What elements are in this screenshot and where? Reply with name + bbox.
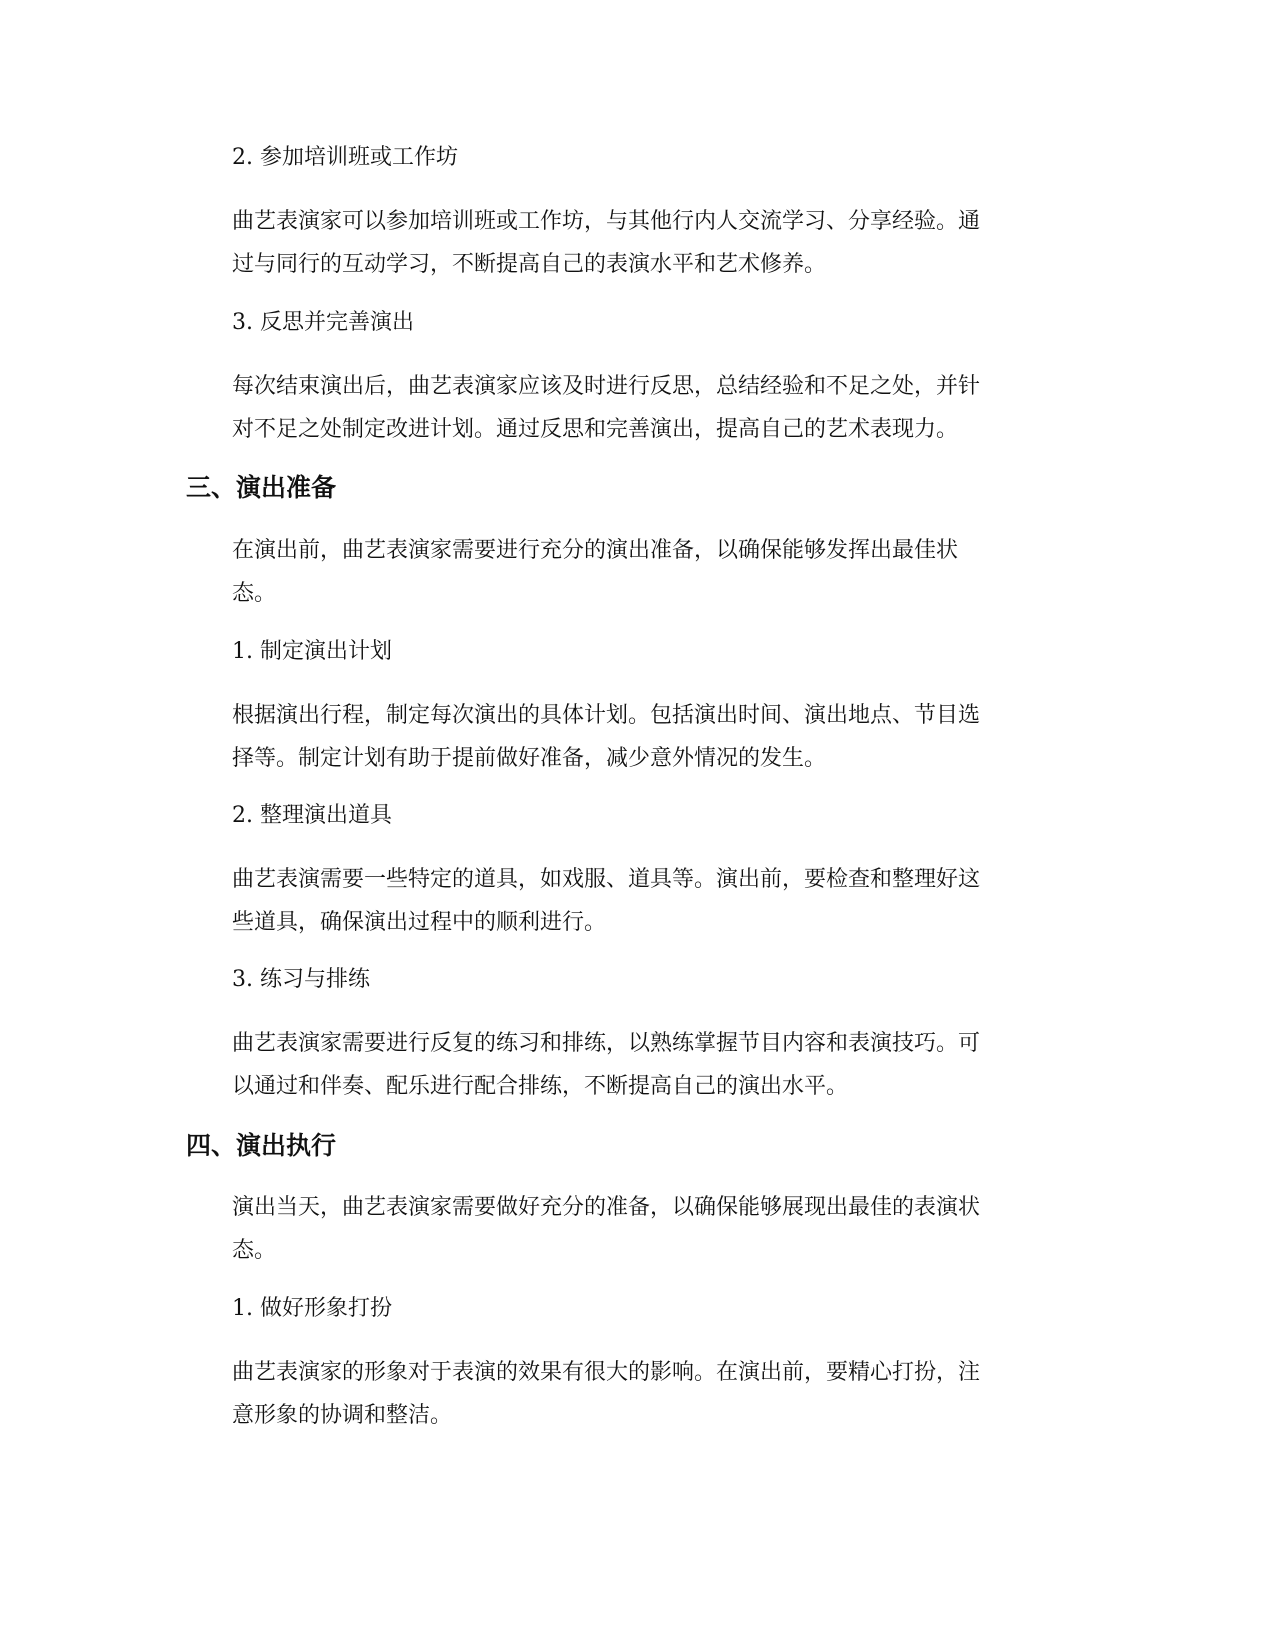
paragraph-line: 在演出前，曲艺表演家需要进行充分的演出准备，以确保能够发挥出最佳状: [232, 538, 959, 563]
paragraph-line: 根据演出行程，制定每次演出的具体计划。包括演出时间、演出地点、节目选: [232, 703, 981, 728]
section-heading-preparation: 三、演出准备: [186, 473, 337, 502]
paragraph-line: 态。: [232, 1238, 277, 1263]
paragraph-line: 意形象的协调和整洁。: [232, 1403, 453, 1428]
paragraph-line: 曲艺表演家需要进行反复的练习和排练，以熟练掌握节目内容和表演技巧。可: [232, 1031, 981, 1056]
paragraph-rehearsal: [186, 1022, 1086, 1108]
paragraph-reflect: [186, 365, 1086, 451]
paragraph-line: 过与同行的互动学习，不断提高自己的表演水平和艺术修养。: [232, 252, 827, 277]
paragraph-line: 态。: [232, 581, 277, 606]
paragraph-line: 对不足之处制定改进计划。通过反思和完善演出，提高自己的艺术表现力。: [232, 417, 959, 442]
paragraph-image: [186, 1351, 1086, 1437]
section-heading-execution: 四、演出执行: [186, 1131, 337, 1160]
subheading-reflect: 3. 反思并完善演出: [232, 310, 414, 335]
paragraph-line: 演出当天，曲艺表演家需要做好充分的准备，以确保能够展现出最佳的表演状: [232, 1195, 981, 1220]
subheading-image: 1. 做好形象打扮: [232, 1296, 392, 1321]
paragraph-props: [186, 858, 1086, 944]
subheading-rehearsal: 3. 练习与排练: [232, 967, 370, 992]
paragraph-line: 择等。制定计划有助于提前做好准备，减少意外情况的发生。: [232, 746, 827, 771]
paragraph-line: 曲艺表演需要一些特定的道具，如戏服、道具等。演出前，要检查和整理好这: [232, 867, 981, 892]
paragraph-line: 以通过和伴奏、配乐进行配合排练，不断提高自己的演出水平。: [232, 1074, 849, 1099]
paragraph-preparation-intro: [186, 529, 1086, 615]
paragraph-line: 曲艺表演家的形象对于表演的效果有很大的影响。在演出前，要精心打扮，注: [232, 1360, 981, 1385]
paragraph-line: 曲艺表演家可以参加培训班或工作坊，与其他行内人交流学习、分享经验。通: [232, 209, 981, 234]
paragraph-line: 每次结束演出后，曲艺表演家应该及时进行反思，总结经验和不足之处，并针: [232, 374, 981, 399]
paragraph-line: 些道具，确保演出过程中的顺利进行。: [232, 910, 607, 935]
paragraph-plan: [186, 694, 1086, 780]
paragraph-training: [186, 200, 1086, 286]
paragraph-execution-intro: [186, 1186, 1086, 1272]
subheading-training: 2. 参加培训班或工作坊: [232, 145, 458, 170]
subheading-props: 2. 整理演出道具: [232, 803, 392, 828]
subheading-plan: 1. 制定演出计划: [232, 639, 392, 664]
